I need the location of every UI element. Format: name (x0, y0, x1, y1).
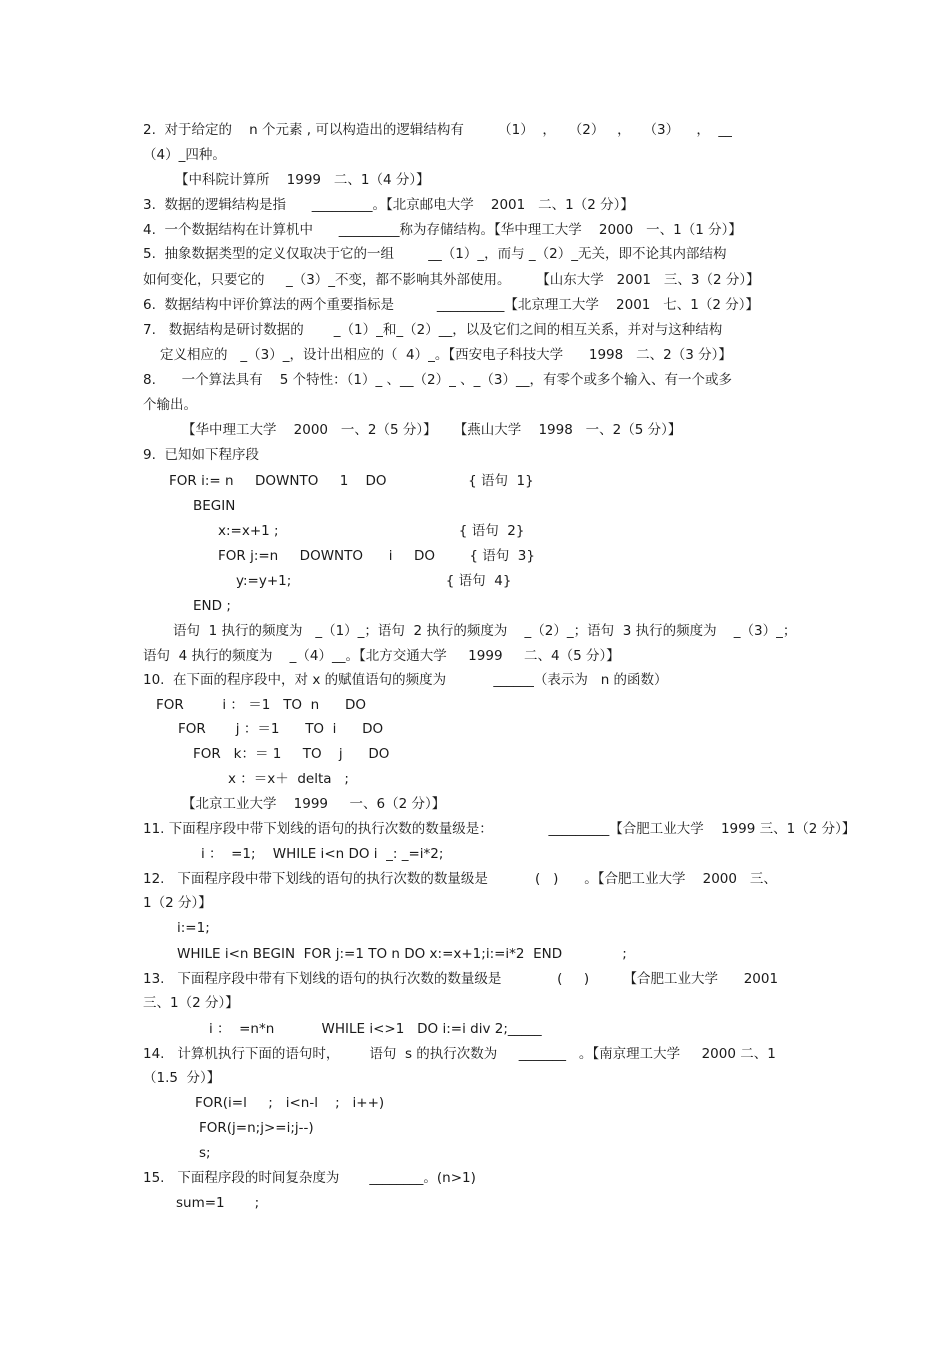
text-line: 10. 在下面的程序段中，对 x 的赋值语句的频度为 ______（表示为 n 的函数） (143, 672, 668, 688)
text-line: 【华中理工大学 2000 一、2（5 分）】 【燕山大学 1998 一、2（5 分）】 (182, 422, 682, 438)
text-line: BEGIN (193, 498, 236, 514)
text-line: 7. 数据结构是研讨数据的 _（1）_和_（2）__，以及它们之间的相互关系，并对与这种结构 (143, 322, 723, 338)
text-line: x ：＝x＋ delta ; (228, 771, 349, 787)
text-line: 3. 数据的逻辑结构是指 _________。【北京邮电大学 2001 二、1（2 分）】 (143, 197, 634, 213)
text-line: 13. 下面程序段中带有下划线的语句的执行次数的数量级是 ( ) 【合肥工业大学 2001 (143, 971, 779, 987)
text-line: FOR k：＝ 1 TO j DO (193, 746, 390, 762)
text-line: （4）_四种。 (143, 147, 226, 163)
text-line: 定义相应的 _（3）_，设计出相应的（ 4）_。【西安电子科技大学 1998 二、2（3 分）】 (160, 347, 732, 363)
text-line: s; (199, 1145, 211, 1161)
text-line: i:=1; (177, 920, 210, 936)
text-line: 个输出。 (143, 397, 197, 413)
text-line: 15. 下面程序段的时间复杂度为 ________。(n>1) (143, 1170, 476, 1186)
text-line: 8. 一个算法具有 5 个特性：（1）_ 、__（2）_ 、_（3）__，有零个或多个输入、有一个或多 (143, 372, 733, 388)
text-line: 如何变化，只要它的 _（3）_不变，都不影响其外部使用。 【山东大学 2001 三、3（2 分）】 (143, 272, 760, 288)
text-line: FOR j ：＝1 TO i DO (178, 721, 384, 737)
text-line: FOR(j=n;j>=i;j--) (199, 1120, 314, 1136)
text-line: 6. 数据结构中评价算法的两个重要指标是 __________【北京理工大学 2001 七、1（2 分）】 (143, 297, 759, 313)
text-line: 【中科院计算所 1999 二、1（4 分）】 (175, 172, 430, 188)
text-line: 12. 下面程序段中带下划线的语句的执行次数的数量级是 ( ) 。【合肥工业大学 2000 三、 (143, 871, 777, 887)
text-line: 14. 计算机执行下面的语句时， 语句 s 的执行次数为 _______ 。【南京理工大学 2000 二、1 (143, 1046, 776, 1062)
text-line: 5. 抽象数据类型的定义仅取决于它的一组 __（1）_，而与 _（2）_无关，即不论其内部结构 (143, 246, 727, 262)
text-line: x:=x+1 ; { 语句 2} (218, 523, 525, 539)
text-line: WHILE i<n BEGIN FOR j:=1 TO n DO x:=x+1;i:=i*2 END ; (177, 946, 627, 962)
text-line: 11. 下面程序段中带下划线的语句的执行次数的数量级是： _________【合肥工业大学 1999 三、1（2 分）】 (143, 821, 856, 837)
text-line: FOR(i=l ; i<n-l ; i++) (195, 1095, 385, 1111)
text-line: 语句 4 执行的频度为 _（4）__。【北方交通大学 1999 二、4（5 分）】 (143, 648, 620, 664)
text-line: 语句 1 执行的频度为 _（1）_；语句 2 执行的频度为 _（2）_；语句 3 执行的频度为 _（3）_； (173, 623, 797, 639)
text-line: 三、1（2 分）】 (143, 995, 239, 1011)
text-line: FOR i ： ＝1 TO n DO (156, 697, 366, 713)
text-line: FOR i:= n DOWNTO 1 DO { 语句 1} (169, 473, 534, 489)
text-line: （1.5 分）】 (143, 1070, 221, 1086)
text-line: i ： =1; WHILE i<n DO i _: _=i*2; (201, 846, 444, 862)
text-line: 9. 已知如下程序段 (143, 447, 259, 463)
text-line: i ： =n*n WHILE i<>1 DO i:=i div 2;_____ (209, 1021, 542, 1037)
text-line: y:=y+1; { 语句 4} (236, 573, 512, 589)
text-line: 2. 对于给定的 n 个元素 , 可以构造出的逻辑结构有 （1） ， （2） ， （3） ， __ (143, 122, 732, 138)
text-line: sum=1 ; (176, 1195, 260, 1211)
text-line: 【北京工业大学 1999 一、6（2 分）】 (182, 796, 446, 812)
text-line: FOR j:=n DOWNTO i DO { 语句 3} (218, 548, 535, 564)
text-line: 4. 一个数据结构在计算机中 _________称为存储结构。【华中理工大学 2000 一、1（1 分）】 (143, 222, 742, 238)
text-line: 1（2 分）】 (143, 895, 212, 911)
text-line: END ; (193, 598, 231, 614)
